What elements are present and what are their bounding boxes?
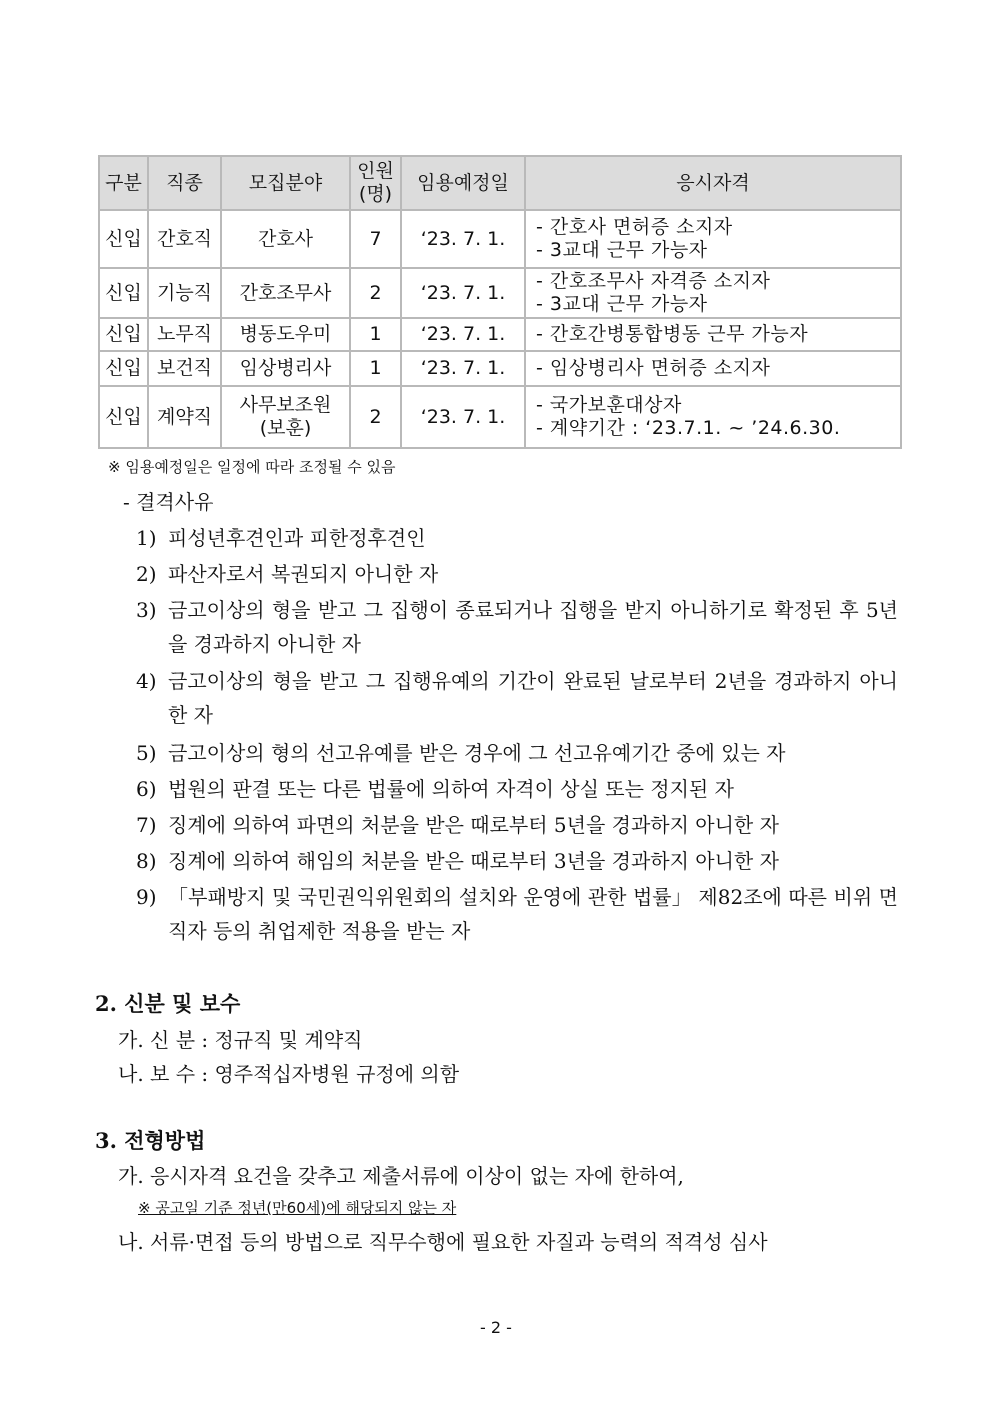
item-text: 금고이상의 형을 받고 그 집행이 종료되거나 집행을 받지 아니하기로 확정된 후 5년을 경과하지 아니한 자 (168, 598, 898, 656)
cell-category: 신입 (99, 268, 148, 318)
cell-category: 신입 (99, 318, 148, 351)
table-header-row (99, 156, 901, 210)
cell-category: 신입 (99, 386, 148, 448)
cell-count: 1 (350, 351, 401, 386)
item-number: 7) (136, 813, 157, 837)
cell-date: ‘23. 7. 1. (401, 268, 525, 318)
item-number: 8) (136, 849, 157, 873)
section2-line1: 가. 신 분 : 정규직 및 계약직 (118, 1028, 363, 1052)
cell-date: ‘23. 7. 1. (401, 351, 525, 386)
cell-job: 노무직 (148, 318, 221, 351)
header-date: 임용예정일 (401, 156, 525, 210)
cell-qualification (525, 386, 901, 448)
cell-field (221, 268, 350, 318)
cell-count: 2 (350, 268, 401, 318)
qualification-line: - 3교대 근무 가능자 (536, 239, 708, 261)
cell-job: 계약직 (148, 386, 221, 448)
cell-qualification (525, 268, 901, 318)
item-text: 금고이상의 형의 선고유예를 받은 경우에 그 선고유예기간 중에 있는 자 (168, 741, 786, 765)
cell-field (221, 210, 350, 268)
cell-category: 신입 (99, 351, 148, 386)
qualification-line: - 간호간병통합병동 근무 가능자 (536, 323, 809, 345)
cell-qualification (525, 351, 901, 386)
table-row (99, 351, 901, 386)
table-note: ※ 임용예정일은 일정에 따라 조정될 수 있음 (108, 458, 396, 476)
item-number: 2) (136, 562, 157, 586)
disqualification-title: - 결격사유 (123, 490, 214, 514)
item-number: 3) (136, 598, 157, 622)
cell-job: 기능직 (148, 268, 221, 318)
table-row (99, 210, 901, 268)
cell-field-line: 사무보조원 (239, 394, 332, 416)
section3-line2: 나. 서류·면접 등의 방법으로 직무수행에 필요한 자질과 능력의 적격성 심사 (118, 1230, 768, 1254)
item-text: 피성년후견인과 피한정후견인 (168, 526, 426, 550)
item-number: 9) (136, 885, 157, 909)
item-number: 4) (136, 669, 157, 693)
section3-line1: 가. 응시자격 요건을 갖추고 제출서류에 이상이 없는 자에 한하여, (118, 1164, 684, 1188)
header-job: 직종 (148, 156, 221, 210)
cell-date: ‘23. 7. 1. (401, 210, 525, 268)
item-text: 금고이상의 형을 받고 그 집행유예의 기간이 완료된 날로부터 2년을 경과하지 아니한 자 (168, 669, 898, 727)
item-text: 징계에 의하여 해임의 처분을 받은 때로부터 3년을 경과하지 아니한 자 (168, 849, 779, 873)
item-text: 「부패방지 및 국민권익위원회의 설치와 운영에 관한 법률」 제82조에 따른 비위 면직자 등의 취업제한 적용을 받는 자 (168, 885, 898, 943)
cell-field (221, 386, 350, 448)
cell-count: 1 (350, 318, 401, 351)
item-text: 파산자로서 복권되지 아니한 자 (168, 562, 439, 586)
cell-date: ‘23. 7. 1. (401, 318, 525, 351)
item-text: 징계에 의하여 파면의 처분을 받은 때로부터 5년을 경과하지 아니한 자 (168, 813, 779, 837)
table-row (99, 386, 901, 448)
qualification-line: - 국가보훈대상자 (536, 394, 682, 416)
cell-job: 보건직 (148, 351, 221, 386)
item-number: 5) (136, 741, 157, 765)
cell-count: 2 (350, 386, 401, 448)
qualification-line: - 간호조무사 자격증 소지자 (536, 270, 771, 292)
table-row (99, 318, 901, 351)
header-qualification: 응시자격 (525, 156, 901, 210)
cell-field-line: 임상병리사 (239, 357, 332, 379)
header-field: 모집분야 (221, 156, 350, 210)
cell-field (221, 318, 350, 351)
cell-qualification (525, 210, 901, 268)
section2-title: 2. 신분 및 보수 (95, 991, 241, 1016)
header-count: 인원 (명) (350, 156, 401, 210)
section3-title: 3. 전형방법 (95, 1128, 206, 1153)
item-number: 6) (136, 777, 157, 801)
table-row (99, 268, 901, 318)
header-category: 구분 (99, 156, 148, 210)
cell-field-line: (보훈) (259, 417, 312, 439)
qualification-line: - 간호사 면허증 소지자 (536, 216, 733, 238)
item-text: 법원의 판결 또는 다른 법률에 의하여 자격이 상실 또는 정지된 자 (168, 777, 734, 801)
cell-field-line: 간호조무사 (239, 281, 332, 304)
page-number: - 2 - (480, 1318, 512, 1337)
qualification-line: - 3교대 근무 가능자 (536, 293, 708, 315)
cell-count: 7 (350, 210, 401, 268)
cell-date: ‘23. 7. 1. (401, 386, 525, 448)
recruitment-table (98, 155, 902, 449)
cell-field-line: 병동도우미 (239, 323, 332, 345)
cell-job: 간호직 (148, 210, 221, 268)
cell-qualification (525, 318, 901, 351)
qualification-line: - 임상병리사 면허증 소지자 (536, 357, 771, 379)
cell-field-line: 간호사 (257, 227, 314, 250)
section3-note: ※ 공고일 기준 정년(만60세)에 해당되지 않는 자 (138, 1199, 457, 1217)
qualification-line: - 계약기간 : ‘23.7.1. ~ ’24.6.30. (536, 417, 841, 439)
section2-line2: 나. 보 수 : 영주적십자병원 규정에 의함 (118, 1062, 460, 1086)
item-number: 1) (136, 526, 157, 550)
cell-category: 신입 (99, 210, 148, 268)
cell-field (221, 351, 350, 386)
